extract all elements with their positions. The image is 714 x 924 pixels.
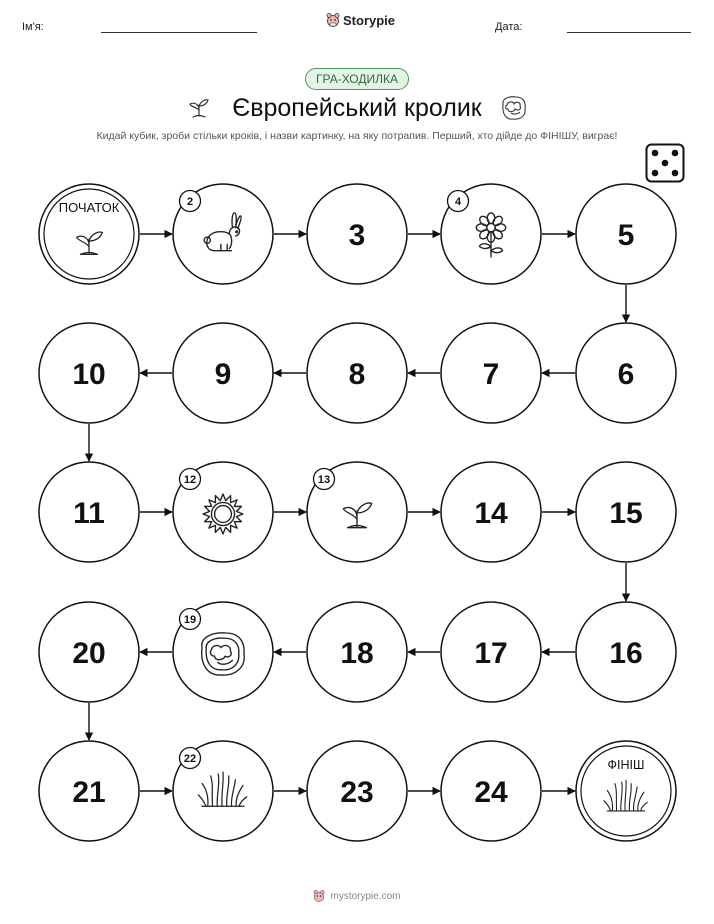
footer (0, 889, 714, 903)
board-cell (441, 741, 541, 841)
name-label: Ім'я: (22, 21, 44, 33)
cell-number: 14 (474, 497, 508, 530)
board-cell (576, 462, 676, 562)
cell-number: 23 (340, 776, 374, 809)
start-label: ПОЧАТОК (58, 200, 120, 215)
cell-number: 16 (609, 637, 643, 670)
footer-url: mystorypie.com (330, 890, 401, 902)
cell-number: 20 (72, 637, 106, 670)
board-cell (173, 602, 273, 702)
board-cell (39, 323, 139, 423)
cell-number-badge: 2 (186, 196, 194, 208)
board-cell (307, 323, 407, 423)
cell-number: 7 (482, 358, 500, 391)
cell-number-badge: 19 (183, 614, 197, 626)
cell-number-badge: 13 (317, 474, 331, 486)
board-cell (173, 741, 273, 841)
board-cell (441, 602, 541, 702)
cell-number-badge: 22 (183, 753, 197, 765)
finish-label: ФІНІШ (607, 758, 645, 772)
board-cell (576, 184, 676, 284)
game-type-badge: ГРА-ХОДИЛКА (305, 68, 409, 90)
cell-number: 21 (72, 776, 106, 809)
board-cell (173, 323, 273, 423)
board-cell (441, 462, 541, 562)
board-cell (173, 184, 273, 284)
cell-number: 24 (474, 776, 508, 809)
cell-number-badge: 4 (454, 196, 462, 208)
board-cell (307, 602, 407, 702)
cell-number: 11 (73, 497, 105, 530)
board-cell (173, 462, 273, 562)
cell-number-badge: 12 (183, 474, 197, 486)
cell-number: 3 (348, 219, 366, 252)
board-cell (39, 602, 139, 702)
board-cell (576, 323, 676, 423)
board-cell (441, 323, 541, 423)
start-cell (39, 184, 139, 284)
cell-number: 10 (72, 358, 106, 391)
board-cell (307, 741, 407, 841)
storypie-logo-icon (313, 889, 325, 903)
date-label: Дата: (495, 21, 523, 33)
cell-number: 18 (340, 637, 374, 670)
brand-name: Storypie (343, 12, 396, 28)
page-title: Європейський кролик (232, 94, 482, 122)
board-cell (39, 462, 139, 562)
instructions-text: Кидай кубик, зроби стільки кроків, і назви картинку, на яку потрапив. Перший, хто дійде до ФІНІШУ, виграє! (96, 130, 618, 142)
board-cell (39, 741, 139, 841)
cell-number: 15 (609, 497, 643, 530)
cell-number: 8 (348, 358, 366, 391)
cell-number: 5 (617, 219, 635, 252)
board-cell (307, 184, 407, 284)
cell-number: 6 (617, 358, 635, 391)
cell-number: 9 (214, 358, 232, 391)
cell-number: 17 (474, 637, 508, 670)
board-cell (576, 602, 676, 702)
